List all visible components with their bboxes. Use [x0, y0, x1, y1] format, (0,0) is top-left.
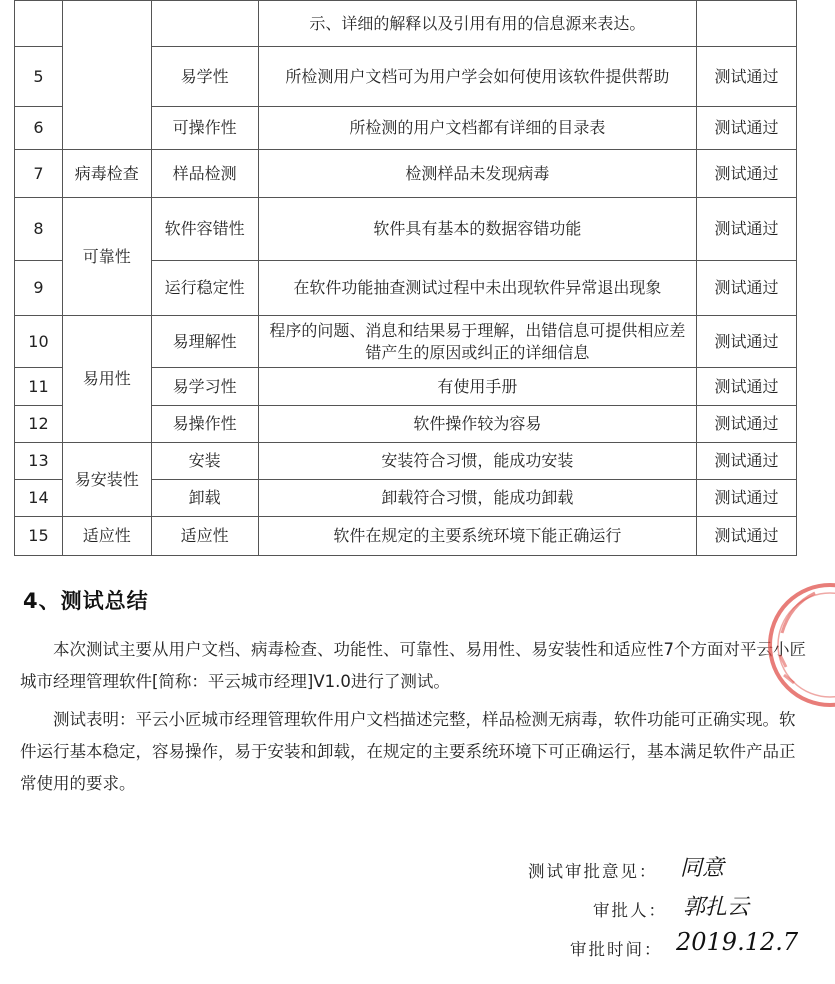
row-number: 15 [15, 517, 63, 556]
result-cell [697, 1, 797, 47]
result-cell: 测试通过 [697, 368, 797, 406]
category-cell: 易用性 [62, 316, 151, 443]
result-cell: 测试通过 [697, 47, 797, 107]
subitem-cell: 易操作性 [151, 406, 258, 443]
subitem-cell: 易学习性 [151, 368, 258, 406]
subitem-cell: 安装 [151, 443, 258, 480]
description-cell: 示、详细的解释以及引用有用的信息源来表达。 [258, 1, 696, 47]
description-cell: 检测样品未发现病毒 [258, 150, 696, 198]
approval-opinion-signature: 同意 [680, 856, 725, 881]
test-results-table [14, 0, 797, 556]
result-cell: 测试通过 [697, 517, 797, 556]
description-cell: 卸载符合习惯，能成功卸载 [258, 480, 696, 517]
table-row [15, 517, 797, 556]
subitem-cell: 样品检测 [151, 150, 258, 198]
result-cell: 测试通过 [697, 261, 797, 316]
result-cell: 测试通过 [697, 406, 797, 443]
result-cell: 测试通过 [697, 198, 797, 261]
description-cell: 程序的问题、消息和结果易于理解，出错信息可提供相应差错产生的原因或纠正的详细信息 [258, 316, 696, 368]
description-cell: 软件具有基本的数据容错功能 [258, 198, 696, 261]
table-row [15, 150, 797, 198]
summary-paragraph: 测试表明：平云小匠城市经理管理软件用户文档描述完整，样品检测无病毒，软件功能可正确实现。软件运行基本稳定，容易操作，易于安装和卸载，在规定的主要系统环境下可正确运行，基本满足软件产品正常使用的要求。 [20, 710, 796, 793]
row-number: 10 [15, 316, 63, 368]
result-cell: 测试通过 [697, 316, 797, 368]
approval-date-label: 审批时间： [570, 940, 663, 959]
row-number: 8 [15, 198, 63, 261]
category-cell: 适应性 [62, 517, 151, 556]
category-cell: 可靠性 [62, 198, 151, 316]
category-cell [62, 1, 151, 150]
result-cell: 测试通过 [697, 107, 797, 150]
result-cell: 测试通过 [697, 480, 797, 517]
description-cell: 安装符合习惯，能成功安装 [258, 443, 696, 480]
row-number: 6 [15, 107, 63, 150]
subitem-cell: 适应性 [151, 517, 258, 556]
category-cell: 病毒检查 [62, 150, 151, 198]
table-row [15, 198, 797, 261]
category-cell: 易安装性 [62, 443, 151, 517]
description-cell: 软件操作较为容易 [258, 406, 696, 443]
row-number: 13 [15, 443, 63, 480]
description-cell: 软件在规定的主要系统环境下能正确运行 [258, 517, 696, 556]
subitem-cell: 易理解性 [151, 316, 258, 368]
description-cell: 在软件功能抽查测试过程中未出现软件异常退出现象 [258, 261, 696, 316]
row-number: 12 [15, 406, 63, 443]
seal-stamp [760, 575, 835, 715]
row-number [15, 1, 63, 47]
description-cell: 所检测的用户文档都有详细的目录表 [258, 107, 696, 150]
result-cell: 测试通过 [697, 150, 797, 198]
row-number: 11 [15, 368, 63, 406]
row-number: 14 [15, 480, 63, 517]
approver-label: 审批人： [593, 901, 667, 920]
row-number: 5 [15, 47, 63, 107]
row-number: 7 [15, 150, 63, 198]
description-cell: 有使用手册 [258, 368, 696, 406]
subitem-cell: 卸载 [151, 480, 258, 517]
table-row [15, 443, 797, 480]
result-cell: 测试通过 [697, 443, 797, 480]
row-number: 9 [15, 261, 63, 316]
approver-signature: 郭扎云 [683, 895, 750, 920]
table-row [15, 1, 797, 47]
subitem-cell: 运行稳定性 [151, 261, 258, 316]
approval-date-value: 2019.12.7 [676, 928, 799, 956]
description-cell: 所检测用户文档可为用户学会如何使用该软件提供帮助 [258, 47, 696, 107]
approval-opinion-label: 测试审批意见： [528, 862, 658, 881]
subitem-cell [151, 1, 258, 47]
subitem-cell: 可操作性 [151, 107, 258, 150]
section-heading: 4、测试总结 [23, 589, 149, 613]
table-row [15, 316, 797, 368]
summary-paragraph: 本次测试主要从用户文档、病毒检查、功能性、可靠性、易用性、易安装性和适应性7个方面对平云小匠城市经理管理软件[简称：平云城市经理]V1.0进行了测试。 [20, 640, 806, 691]
subitem-cell: 易学性 [151, 47, 258, 107]
subitem-cell: 软件容错性 [151, 198, 258, 261]
